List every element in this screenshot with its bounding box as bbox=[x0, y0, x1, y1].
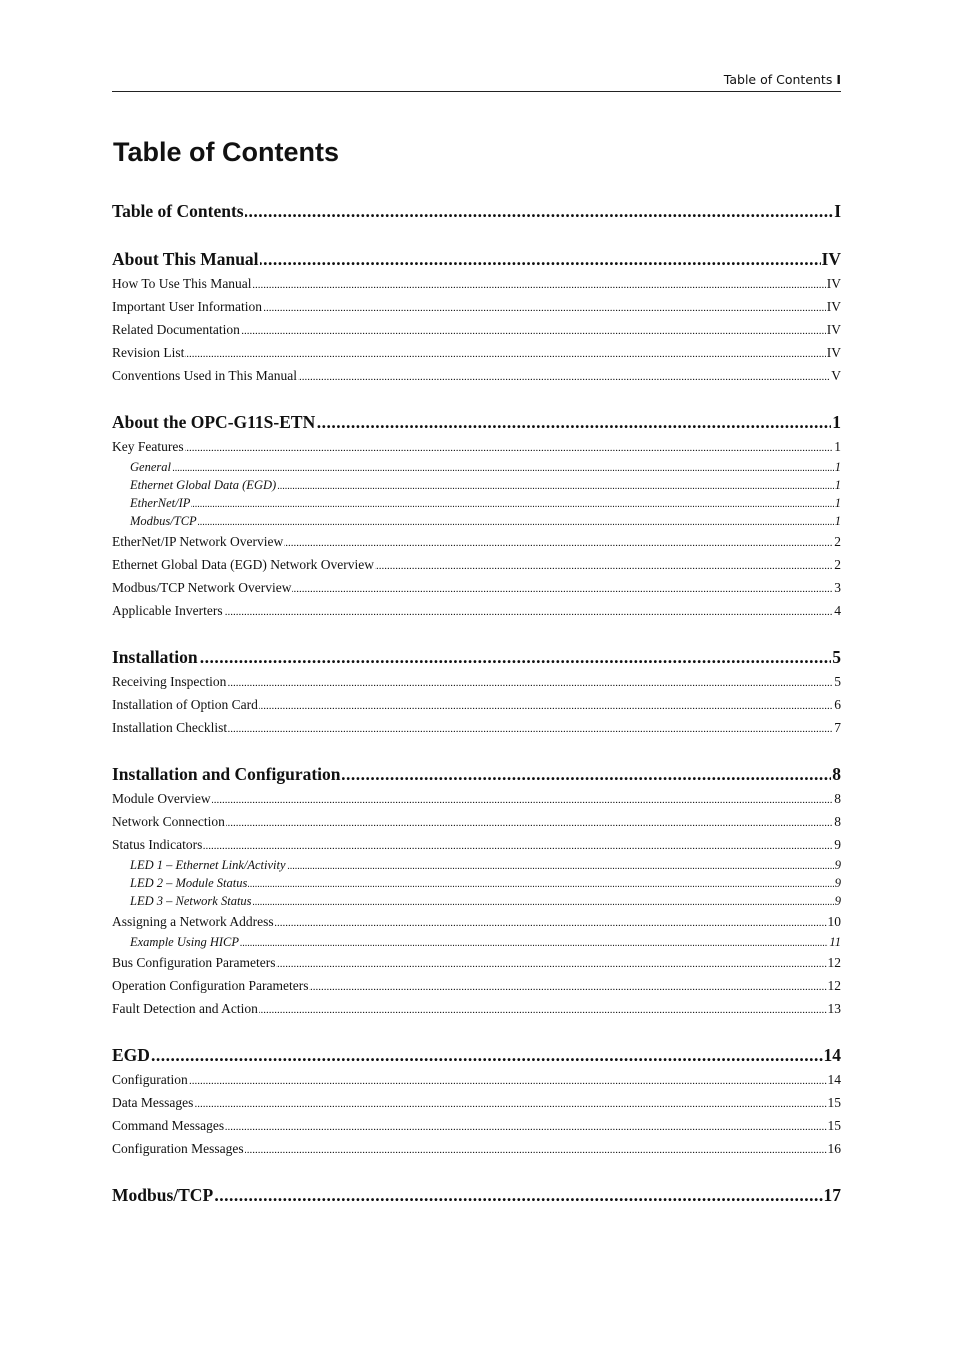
toc-entry-level-3[interactable] bbox=[112, 512, 841, 530]
dot-leader bbox=[112, 435, 841, 458]
toc-entry-title: Important User Information bbox=[112, 299, 262, 314]
toc-entry-page-number: 7 bbox=[833, 716, 841, 739]
toc-entry-title: Ethernet Global Data (EGD) Network Overview bbox=[112, 557, 375, 572]
toc-entry-page-number: IV bbox=[826, 272, 841, 295]
toc-entry-level-2[interactable] bbox=[112, 787, 841, 810]
toc-entry-page-number: 1 bbox=[834, 478, 841, 492]
dot-leader bbox=[112, 787, 841, 810]
toc-entry-level-2[interactable] bbox=[112, 833, 841, 856]
toc-entry-title: EGD bbox=[112, 1045, 150, 1065]
toc-entry-level-2[interactable] bbox=[112, 295, 841, 318]
toc-entry-page-number: 1 bbox=[831, 409, 841, 435]
toc-entry-page-number: 12 bbox=[827, 951, 842, 974]
toc-entry-page-number: IV bbox=[826, 295, 841, 318]
toc-entry-title: Applicable Inverters bbox=[112, 603, 223, 618]
toc-entry-page-number: 16 bbox=[827, 1137, 842, 1160]
toc-entry-title: Table of Contents bbox=[112, 201, 244, 221]
dot-leader bbox=[112, 644, 841, 670]
toc-entry-title: Modbus/TCP bbox=[112, 1185, 214, 1205]
toc-entry-title: About the OPC-G11S-ETN bbox=[112, 412, 316, 432]
toc-entry-page-number: 9 bbox=[833, 833, 841, 856]
toc-entry-title: Configuration Messages bbox=[112, 1141, 244, 1156]
toc-entry-level-1[interactable] bbox=[112, 1042, 841, 1068]
toc-entry-title: General bbox=[130, 460, 171, 474]
toc-entry-title: Example Using HICP bbox=[130, 935, 240, 949]
toc-entry-level-2[interactable] bbox=[112, 670, 841, 693]
toc-entry-level-3[interactable] bbox=[112, 476, 841, 494]
toc-entry-title: Installation of Option Card bbox=[112, 697, 258, 712]
toc-entry-page-number: 17 bbox=[823, 1182, 842, 1208]
toc-entry-title: Modbus/TCP bbox=[130, 514, 197, 528]
toc-entry-title: Operation Configuration Parameters bbox=[112, 978, 309, 993]
toc-entry-page-number: I bbox=[833, 198, 841, 224]
toc-entry-title: LED 3 – Network Status bbox=[130, 894, 252, 908]
dot-leader bbox=[130, 494, 841, 512]
toc-entry-title: Command Messages bbox=[112, 1118, 225, 1133]
toc-entry-level-2[interactable] bbox=[112, 318, 841, 341]
toc-entry-page-number: 10 bbox=[827, 910, 842, 933]
toc-entry-title: Assigning a Network Address bbox=[112, 914, 274, 929]
toc-entry-page-number: V bbox=[830, 364, 841, 387]
toc-entry-page-number: 8 bbox=[833, 810, 841, 833]
toc-entry-page-number: 5 bbox=[833, 670, 841, 693]
toc-entry-page-number: 15 bbox=[827, 1091, 842, 1114]
toc-entry-page-number: 1 bbox=[834, 460, 841, 474]
toc-entry-level-2[interactable] bbox=[112, 693, 841, 716]
dot-leader bbox=[112, 1042, 841, 1068]
toc-entry-level-2[interactable] bbox=[112, 1091, 841, 1114]
toc-entry-title: LED 1 – Ethernet Link/Activity bbox=[130, 858, 286, 872]
toc-entry-page-number: 9 bbox=[834, 876, 841, 890]
toc-entry-title: Data Messages bbox=[112, 1095, 194, 1110]
toc-entry-level-2[interactable] bbox=[112, 1137, 841, 1160]
toc-entry-level-2[interactable] bbox=[112, 553, 841, 576]
dot-leader bbox=[112, 1091, 841, 1114]
toc-entry-title: Modbus/TCP Network Overview bbox=[112, 580, 292, 595]
toc-entry-page-number: 5 bbox=[831, 644, 841, 670]
toc-entry-level-2[interactable] bbox=[112, 530, 841, 553]
toc-entry-title: About This Manual bbox=[112, 249, 259, 269]
running-header-page-number: I bbox=[836, 72, 841, 87]
toc-entry-level-2[interactable] bbox=[112, 1114, 841, 1137]
toc-entry-title: Receiving Inspection bbox=[112, 674, 227, 689]
running-header-label: Table of Contents bbox=[723, 72, 833, 87]
toc-entry-level-1[interactable] bbox=[112, 246, 841, 272]
toc-entry-level-2[interactable] bbox=[112, 997, 841, 1020]
toc-entry-title: EtherNet/IP Network Overview bbox=[112, 534, 284, 549]
toc-entry-title: Related Documentation bbox=[112, 322, 240, 337]
toc-entry-title: Installation bbox=[112, 647, 198, 667]
dot-leader bbox=[112, 833, 841, 856]
toc-entry-level-3[interactable] bbox=[112, 874, 841, 892]
toc-entry-page-number: 12 bbox=[827, 974, 842, 997]
dot-leader bbox=[112, 1182, 841, 1208]
dot-leader bbox=[130, 512, 841, 530]
toc-entry-page-number: 15 bbox=[827, 1114, 842, 1137]
table-of-contents bbox=[112, 198, 841, 1208]
toc-entry-title: Status Indicators bbox=[112, 837, 203, 852]
toc-entry-page-number: 4 bbox=[833, 599, 841, 622]
toc-entry-level-1[interactable] bbox=[112, 644, 841, 670]
toc-entry-page-number: 8 bbox=[833, 787, 841, 810]
toc-entry-level-3[interactable] bbox=[112, 933, 841, 951]
toc-entry-level-2[interactable] bbox=[112, 364, 841, 387]
toc-entry-page-number: 9 bbox=[834, 894, 841, 908]
toc-entry-page-number: 14 bbox=[827, 1068, 842, 1091]
toc-entry-page-number: IV bbox=[826, 341, 841, 364]
dot-leader bbox=[112, 341, 841, 364]
dot-leader bbox=[112, 1068, 841, 1091]
toc-entry-title: Bus Configuration Parameters bbox=[112, 955, 276, 970]
toc-entry-level-3[interactable] bbox=[112, 892, 841, 910]
toc-entry-title: Revision List bbox=[112, 345, 185, 360]
toc-entry-page-number: IV bbox=[826, 318, 841, 341]
toc-entry-level-2[interactable] bbox=[112, 272, 841, 295]
toc-entry-level-2[interactable] bbox=[112, 435, 841, 458]
toc-entry-level-2[interactable] bbox=[112, 341, 841, 364]
toc-entry-page-number: 2 bbox=[833, 530, 841, 553]
toc-entry-level-3[interactable] bbox=[112, 856, 841, 874]
toc-entry-title: Fault Detection and Action bbox=[112, 1001, 258, 1016]
toc-entry-level-1[interactable] bbox=[112, 409, 841, 435]
toc-entry-title: Network Connection bbox=[112, 814, 225, 829]
toc-entry-title: LED 2 – Module Status bbox=[130, 876, 248, 890]
toc-entry-level-2[interactable] bbox=[112, 974, 841, 997]
dot-leader bbox=[130, 458, 841, 476]
toc-entry-page-number: IV bbox=[821, 246, 841, 272]
toc-entry-page-number: 13 bbox=[827, 997, 842, 1020]
toc-entry-level-2[interactable] bbox=[112, 951, 841, 974]
toc-entry-level-1[interactable] bbox=[112, 1182, 841, 1208]
toc-entry-page-number: 9 bbox=[834, 858, 841, 872]
toc-entry-page-number: 2 bbox=[833, 553, 841, 576]
toc-entry-page-number: 3 bbox=[833, 576, 841, 599]
toc-entry-level-2[interactable] bbox=[112, 716, 841, 739]
toc-entry-page-number: 6 bbox=[833, 693, 841, 716]
toc-entry-level-1[interactable] bbox=[112, 198, 841, 224]
toc-entry-title: Ethernet Global Data (EGD) bbox=[130, 478, 277, 492]
toc-entry-page-number: 11 bbox=[829, 935, 841, 949]
toc-entry-page-number: 1 bbox=[834, 514, 841, 528]
toc-entry-level-3[interactable] bbox=[112, 494, 841, 512]
page-title: Table of Contents bbox=[113, 137, 339, 167]
toc-entry-page-number: 8 bbox=[831, 761, 841, 787]
toc-entry-title: Key Features bbox=[112, 439, 184, 454]
toc-entry-level-1[interactable] bbox=[112, 761, 841, 787]
toc-entry-level-2[interactable] bbox=[112, 810, 841, 833]
toc-entry-title: Installation Checklist bbox=[112, 720, 228, 735]
toc-entry-title: Installation and Configuration bbox=[112, 764, 341, 784]
toc-entry-level-2[interactable] bbox=[112, 576, 841, 599]
toc-entry-title: Conventions Used in This Manual bbox=[112, 368, 297, 383]
toc-entry-level-2[interactable] bbox=[112, 599, 841, 622]
toc-entry-level-2[interactable] bbox=[112, 910, 841, 933]
toc-entry-title: Configuration bbox=[112, 1072, 188, 1087]
toc-entry-level-2[interactable] bbox=[112, 1068, 841, 1091]
toc-entry-page-number: 1 bbox=[833, 435, 841, 458]
toc-entry-title: Module Overview bbox=[112, 791, 211, 806]
toc-entry-page-number: 1 bbox=[834, 496, 841, 510]
running-header bbox=[112, 72, 841, 92]
toc-entry-title: How To Use This Manual bbox=[112, 276, 252, 291]
toc-entry-level-3[interactable] bbox=[112, 458, 841, 476]
toc-entry-title: EtherNet/IP bbox=[130, 496, 191, 510]
toc-entry-page-number: 14 bbox=[823, 1042, 842, 1068]
